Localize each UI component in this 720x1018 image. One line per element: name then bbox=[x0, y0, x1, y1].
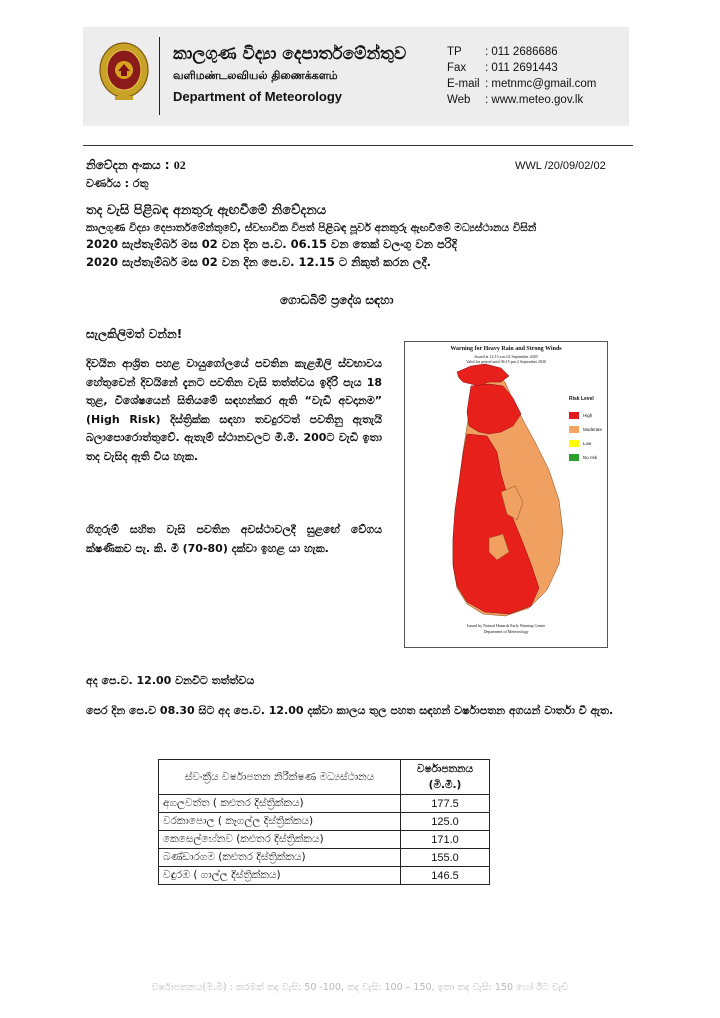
contact-email bbox=[447, 76, 596, 92]
station-cell: වඳුරඹ ( ගාල්ල දිස්ත්‍රික්කය) bbox=[159, 867, 401, 885]
table-row bbox=[159, 795, 490, 813]
warning-color: වර්ණය : රතු bbox=[86, 177, 149, 190]
status-heading: අද පෙ.ව. 12.00 වනවිට තත්ත්වය bbox=[86, 674, 255, 687]
map-footer-department: Department of Meteorology bbox=[483, 629, 529, 634]
map-title: Warning for Heavy Rain and Strong Winds bbox=[450, 346, 562, 352]
legend-label: High bbox=[583, 412, 593, 418]
legend-swatch bbox=[569, 426, 579, 433]
department-name-english: Department of Meteorology bbox=[173, 89, 343, 104]
contact-tp bbox=[447, 44, 596, 60]
risk-map bbox=[404, 341, 608, 648]
legend-item-high bbox=[569, 408, 602, 422]
contact-label: Fax bbox=[447, 62, 467, 74]
notice-number-value: 02 bbox=[173, 158, 186, 172]
legend-item-no-risk bbox=[569, 450, 602, 464]
header-divider bbox=[159, 37, 160, 115]
legend-title: Risk Level bbox=[569, 396, 594, 402]
legend-label: No risk bbox=[583, 454, 598, 460]
contact-fax bbox=[447, 60, 596, 76]
notice-number bbox=[86, 158, 186, 173]
header-rule bbox=[83, 145, 633, 146]
map-valid: Valid for period until 06:15 pm 2 September 2020 bbox=[466, 359, 546, 364]
department-name-sinhala: කාලගුණ විද්‍යා දෙපාර්තමේන්තුව bbox=[173, 44, 407, 64]
legend-swatch bbox=[569, 412, 579, 419]
contact-label: E-mail bbox=[447, 78, 480, 90]
notice-title: තද වැසි පිළිබඳ අනතුරු ඇඟවීමේ නිවේදනය bbox=[86, 203, 327, 218]
rainfall-cell: 177.5 bbox=[401, 795, 490, 813]
table-row bbox=[159, 867, 490, 885]
contact-value[interactable]: : www.meteo.gov.lk bbox=[485, 94, 584, 106]
legend-label: Low bbox=[583, 440, 592, 446]
rainfall-cell: 155.0 bbox=[401, 849, 490, 867]
page-footer: වර්ෂාපතනය(මි.මී) : තරමක් තද වැසි: 50 -100, තද වැසි: 100 – 150, ඉතා තද වැසි: 150 හෝ ඊට වැඩි bbox=[151, 982, 569, 993]
header-rainfall: වර්ෂාපතනය (මි.මී.) bbox=[401, 760, 490, 795]
reference-number: WWL /20/09/02/02 bbox=[515, 160, 606, 172]
table-header-row bbox=[159, 760, 490, 795]
contact-web bbox=[447, 92, 596, 108]
rainfall-cell: 171.0 bbox=[401, 831, 490, 849]
map-issued: Issued at 12:15 a.m 02 September 2020 bbox=[474, 354, 538, 359]
contact-value: : 011 2686686 bbox=[485, 46, 558, 58]
sri-lanka-map-icon bbox=[405, 342, 607, 647]
legend-swatch bbox=[569, 440, 579, 447]
letterhead bbox=[83, 27, 629, 126]
table-row bbox=[159, 849, 490, 867]
wind-paragraph: ගිගුරුම් සහිත වැසි පවතින අවස්ථාවලදී සුළඟේ වේගය ක්ෂණිකව පැ. කි. මී (70-80) දක්වා ඉහළ යා හැක. bbox=[86, 523, 382, 555]
station-cell: වරකාපොල ( කෑගල්ල දිස්ත්‍රික්කය) bbox=[159, 813, 401, 831]
map-legend bbox=[569, 396, 602, 464]
emblem-icon bbox=[97, 40, 151, 104]
contact-value: : 011 2691443 bbox=[485, 62, 558, 74]
rainfall-cell: 146.5 bbox=[401, 867, 490, 885]
contact-label: TP bbox=[447, 46, 462, 58]
contact-block bbox=[447, 44, 596, 108]
header-station: ස්වංක්‍රීය වර්ෂාපතන නිරීක්ෂණ මධ්‍යස්ථානය bbox=[159, 760, 401, 795]
caution-heading: සැලකිලිමත් වන්න! bbox=[86, 327, 183, 341]
station-cell: බණ්ඩාරගම (කළුතර දිස්ත්‍රික්කය) bbox=[159, 849, 401, 867]
contact-value[interactable]: : metnmc@gmail.com bbox=[485, 78, 597, 90]
legend-swatch bbox=[569, 454, 579, 461]
legend-label: Moderate bbox=[583, 426, 603, 432]
notice-subject: ගොඩබිම් ප්‍රදේශ සඳහා bbox=[280, 293, 394, 307]
rainfall-cell: 125.0 bbox=[401, 813, 490, 831]
notice-intro: කාලගුණ විද්‍යා දෙපාර්තමේන්තුවේ, ස්වභාවික විපත් පිළිබඳ පූර්ව අනතුරු ඇඟවීමේ මධ්‍යස්ථානය විසින් bbox=[86, 222, 537, 234]
notice-number-label: නිවේදන අංකය : bbox=[86, 158, 174, 172]
warning-paragraph: දිවයින ආශ්‍රිත පහළ වායුගෝලයේ පවතින කැළඹිලි ස්වභාවය හේතුවෙන් දිවයිනේ දැනට පවතින වැසි තත්ත්වය ඉදිරි පැය 18 තුළ, විශේෂයෙන් සිතියමේ සඳහන්කර ඇති “වැඩි අවදානම” (High Risk) දිස්ත්‍රික්ක සඳහා තවදුරටත් පවතිනු ඇතැයි බලාපොරොත්තුවේ. ඇතැම් ස්ථානවලට මි.මී. 200ට වැඩි ඉතා තද වැසිද ඇති විය හැක. bbox=[86, 357, 382, 463]
map-footer-issuer: Issued by Natural Hazards Early Warning Centre bbox=[466, 623, 546, 628]
table-row bbox=[159, 813, 490, 831]
station-cell: අගලවත්ත ( කළුතර දිස්ත්‍රික්කය) bbox=[159, 795, 401, 813]
department-name-tamil: வளிமண்டலவியல் திணைக்களம் bbox=[173, 69, 338, 82]
validity-line: 2020 සැප්තැම්බර් මස 02 වන දින ප.ව. 06.15 වන තෙක් වලංගු වන පරිදි bbox=[86, 237, 457, 251]
table-row bbox=[159, 831, 490, 849]
rainfall-report-text: පෙර දින පෙ.ව 08.30 සිට අද පෙ.ව. 12.00 දක්වා කාලය තුල පහත සඳහන් වර්ෂාපතන අගයන් වාර්තා වී ඇත. bbox=[86, 704, 614, 717]
issue-line: 2020 සැප්තැම්බර් මස 02 වන දින පෙ.ව. 12.15 ට නිකුත් කරන ලදී. bbox=[86, 255, 432, 269]
legend-item-moderate bbox=[569, 422, 602, 436]
station-cell: කෙසෙල්හේනව (කළුතර දිස්ත්‍රික්කය) bbox=[159, 831, 401, 849]
rainfall-table bbox=[158, 759, 490, 885]
contact-label: Web bbox=[447, 94, 471, 106]
legend-item-low bbox=[569, 436, 602, 450]
